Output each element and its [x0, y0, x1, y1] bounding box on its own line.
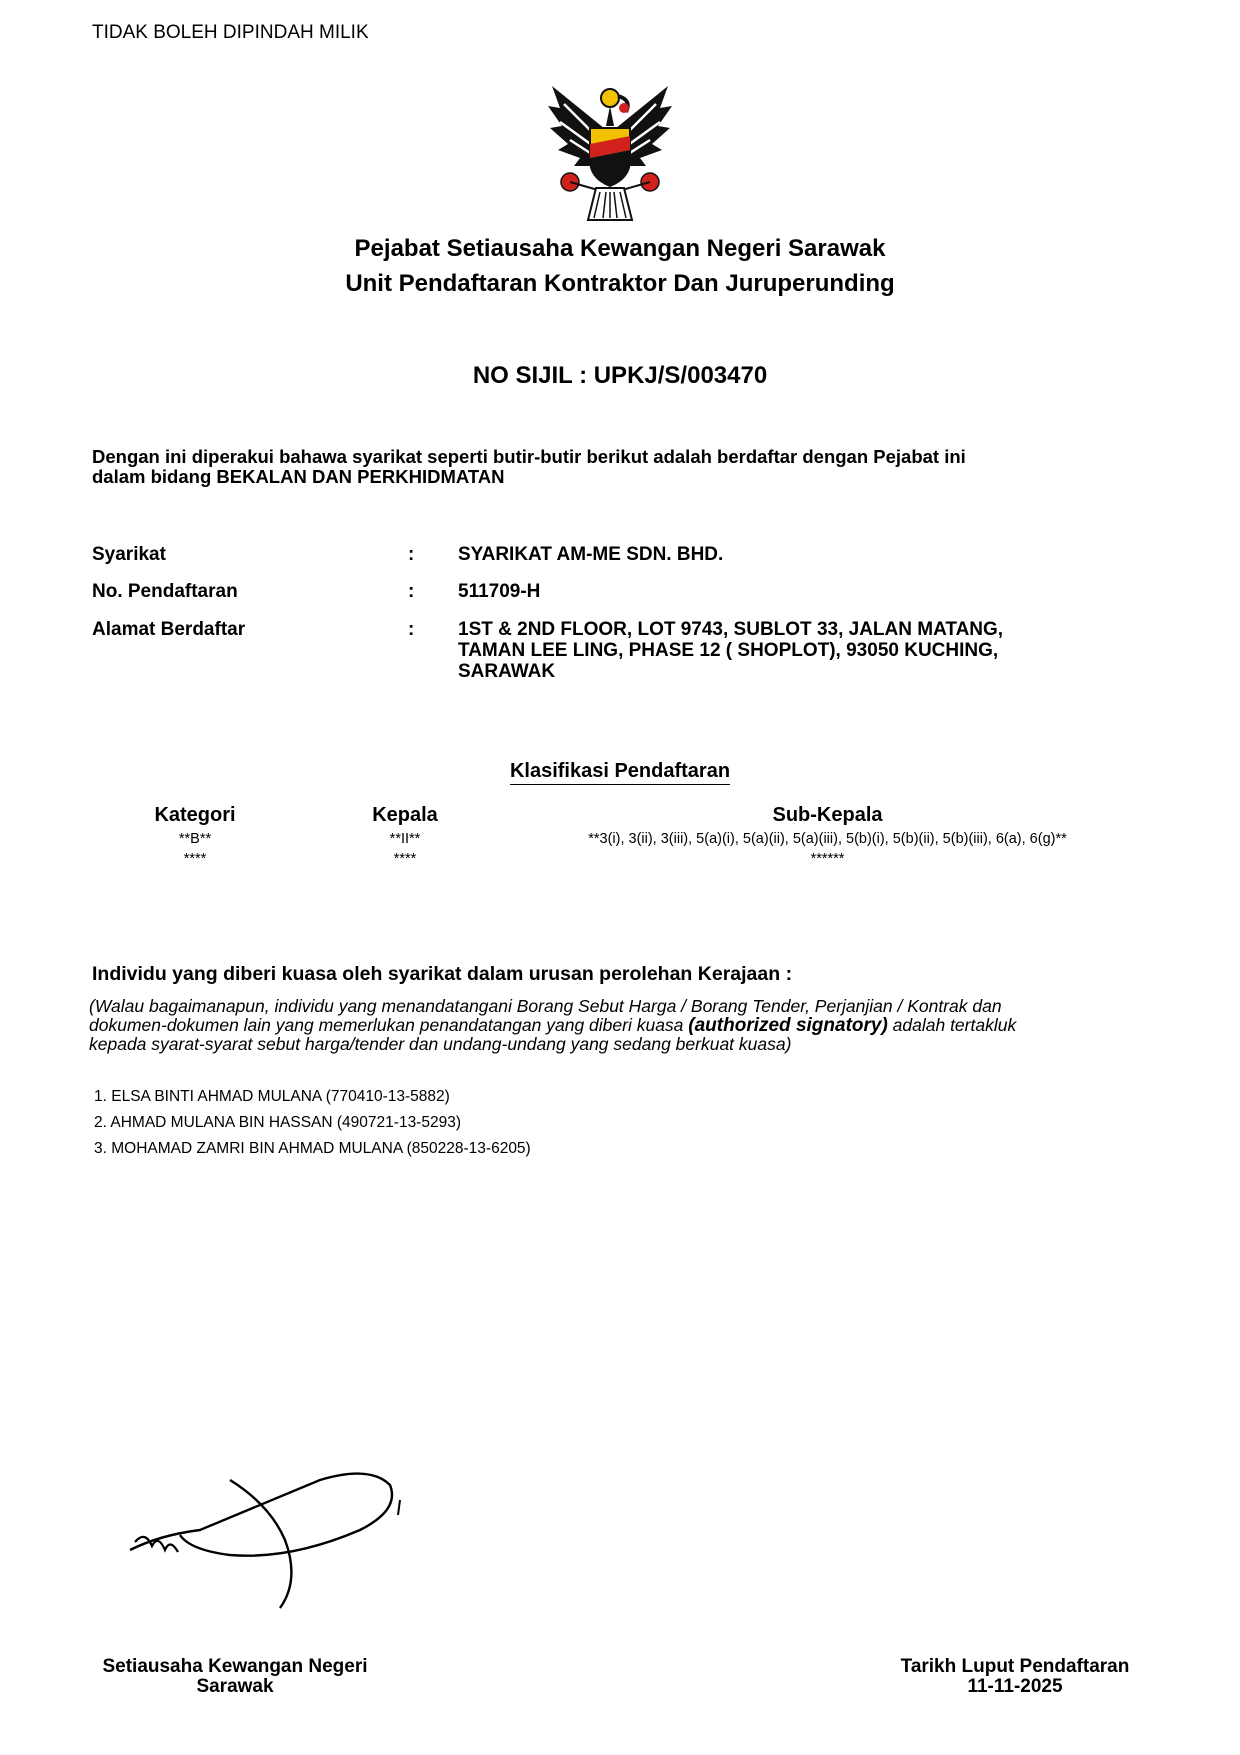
signatory-list: [94, 1088, 531, 1166]
statement-line-2: dalam bidang BEKALAN DAN PERKHIDMATAN: [92, 466, 505, 487]
table-cell: ******: [810, 851, 845, 867]
note-line-1: (Walau bagaimanapun, individu yang menandatangani Borang Sebut Harga / Borang Tender, Perjanjian / Kontrak dan: [89, 996, 1002, 1016]
list-item: 2. AHMAD MULANA BIN HASSAN (490721-13-5293): [94, 1114, 461, 1131]
table-cell: **II**: [389, 831, 421, 847]
table-row: [130, 831, 1105, 851]
signer-title: [75, 1657, 395, 1697]
column-header-kepala: Kepala: [372, 804, 438, 826]
non-transferable-notice: TIDAK BOLEH DIPINDAH MILIK: [92, 22, 369, 43]
expiry-label: Tarikh Luput Pendaftaran: [900, 1656, 1130, 1677]
certificate-number: NO SIJIL : UPKJ/S/003470: [472, 362, 768, 389]
address-value: [458, 619, 1178, 682]
registration-label: No. Pendaftaran: [92, 581, 238, 602]
authorized-note: [89, 997, 1129, 1054]
table-cell: **B**: [178, 831, 212, 847]
company-label: Syarikat: [92, 544, 166, 565]
signer-line-2: Sarawak: [196, 1676, 274, 1697]
table-cell: ****: [183, 851, 207, 867]
note-line-3: kepada syarat-syarat sebut harga/tender dan undang-undang yang sedang berkuat kuasa): [89, 1034, 792, 1054]
office-title: Pejabat Setiausaha Kewangan Negeri Sarawak: [354, 235, 886, 262]
address-label: Alamat Berdaftar: [92, 619, 246, 640]
statement-line-1: Dengan ini diperakui bahawa syarikat seperti butir-butir berikut adalah berdaftar dengan Pejabat ini: [92, 446, 966, 467]
colon: :: [408, 544, 415, 565]
column-header-sub-kepala: Sub-Kepala: [772, 804, 883, 826]
classification-table: [130, 804, 1105, 871]
address-line-3: SARAWAK: [458, 661, 556, 682]
note-line-2: [89, 1016, 1129, 1035]
colon: :: [408, 619, 415, 640]
classification-heading-text: Klasifikasi Pendaftaran: [510, 760, 730, 785]
note-emphasis: (authorized signatory): [688, 1015, 888, 1036]
list-item: 3. MOHAMAD ZAMRI BIN AHMAD MULANA (850228-13-6205): [94, 1140, 531, 1157]
table-cell: ****: [393, 851, 417, 867]
sarawak-crest-icon: [540, 78, 680, 223]
address-line-1: 1ST & 2ND FLOOR, LOT 9743, SUBLOT 33, JALAN MATANG,: [458, 619, 1004, 640]
address-line-2: TAMAN LEE LING, PHASE 12 ( SHOPLOT), 93050 KUCHING,: [458, 640, 999, 661]
authorized-heading: Individu yang diberi kuasa oleh syarikat dalam urusan perolehan Kerajaan :: [92, 963, 793, 985]
certification-statement: [92, 447, 1092, 487]
table-header-row: [130, 804, 1105, 831]
table-cell: **3(i), 3(ii), 3(iii), 5(a)(i), 5(a)(ii), 5(a)(iii), 5(b)(i), 5(b)(ii), 5(b)(iii), 6(a), 6(g)**: [588, 831, 1067, 847]
list-item: 1. ELSA BINTI AHMAD MULANA (770410-13-5882): [94, 1088, 450, 1105]
colon: :: [408, 581, 415, 602]
signer-line-1: Setiausaha Kewangan Negeri: [102, 1656, 368, 1677]
classification-heading: [0, 760, 1240, 783]
note-line-2-start: dokumen-dokumen lain yang memerlukan penandatangan yang diberi kuasa: [89, 1015, 689, 1035]
expiry-block: [880, 1657, 1150, 1697]
note-line-2-end: adalah tertakluk: [887, 1015, 1017, 1035]
column-header-kategori: Kategori: [154, 804, 236, 826]
registration-value: 511709-H: [458, 581, 541, 602]
unit-title: Unit Pendaftaran Kontraktor Dan Juruperunding: [345, 270, 895, 297]
table-row: [130, 851, 1105, 871]
signature-image: [120, 1460, 420, 1610]
expiry-date: 11-11-2025: [967, 1676, 1063, 1697]
company-value: SYARIKAT AM-ME SDN. BHD.: [458, 544, 724, 565]
